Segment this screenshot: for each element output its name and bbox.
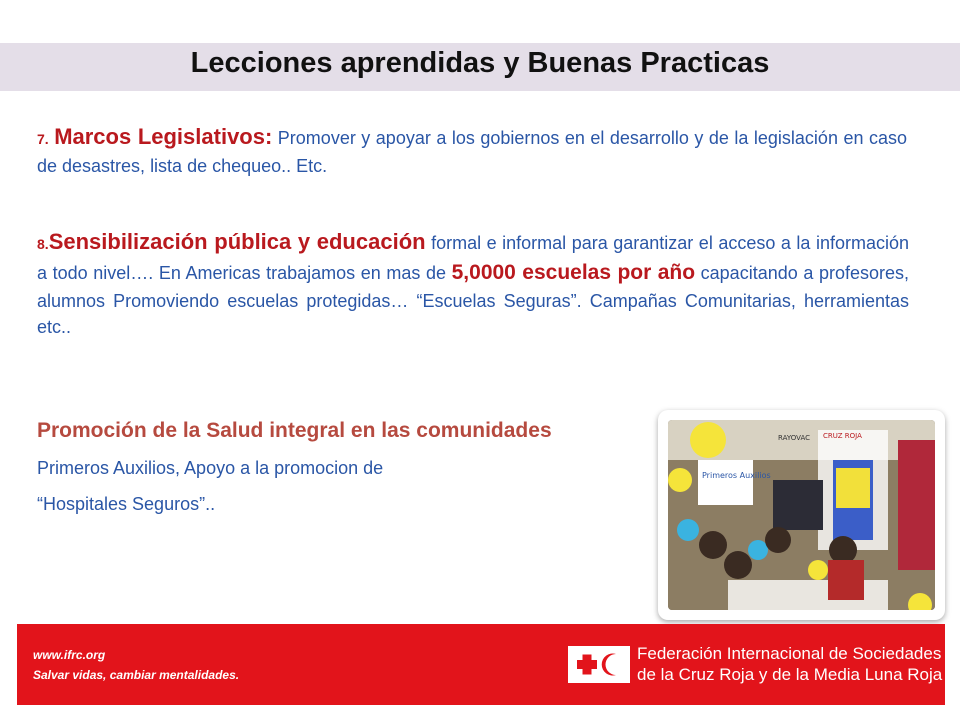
item-text: capacitando a profesores, alumnos Promoviendo escuelas protegidas… “Escuelas Seguras”. Campañas Comunitarias, herramientas etc..	[37, 262, 909, 338]
photo-frame	[658, 410, 945, 620]
slide-title: Lecciones aprendidas y Buenas Practicas	[190, 47, 770, 79]
item-number: 7.	[37, 131, 49, 147]
footer-bar	[17, 624, 945, 705]
item-highlight: 5,0000 escuelas por año	[451, 260, 696, 284]
org-name-line: de la Cruz Roja y de la Media Luna Roja	[637, 665, 943, 685]
item-heading: Sensibilización pública y educación	[48, 229, 426, 254]
event-photo	[668, 420, 935, 610]
item-text: formal e informal para garantizar el acceso a la información a todo nivel…. En Americas trabajamos en mas de	[37, 233, 909, 283]
photo-sign-text: Primeros Auxilios	[702, 471, 771, 480]
photo-illustration	[668, 420, 935, 610]
item-text: Promover y apoyar a los gobiernos en el desarrollo y de la legislación en caso de desastres, lista de chequeo.. Etc.	[37, 128, 907, 176]
footer-url: www.ifrc.org	[33, 648, 106, 662]
lesson-item-8	[37, 226, 909, 341]
item-number: 8.	[37, 236, 49, 252]
promo-line: Primeros Auxilios, Apoyo a la promocion de	[37, 458, 384, 478]
footer-tagline: Salvar vidas, cambiar mentalidades.	[33, 668, 240, 682]
red-cross-crescent-logo-icon	[568, 646, 630, 683]
org-name-line: Federación Internacional de Sociedades	[637, 644, 942, 663]
org-name	[637, 643, 942, 686]
promo-heading: Promoción de la Salud integral en las comunidades	[37, 419, 552, 442]
photo-banner-text: CRUZ ROJA	[823, 432, 862, 440]
photo-bag-text: RAYOVAC	[778, 434, 810, 442]
promo-line: “Hospitales Seguros”..	[37, 494, 216, 514]
lesson-item-7	[37, 121, 907, 179]
item-heading: Marcos Legislativos:	[54, 124, 273, 149]
